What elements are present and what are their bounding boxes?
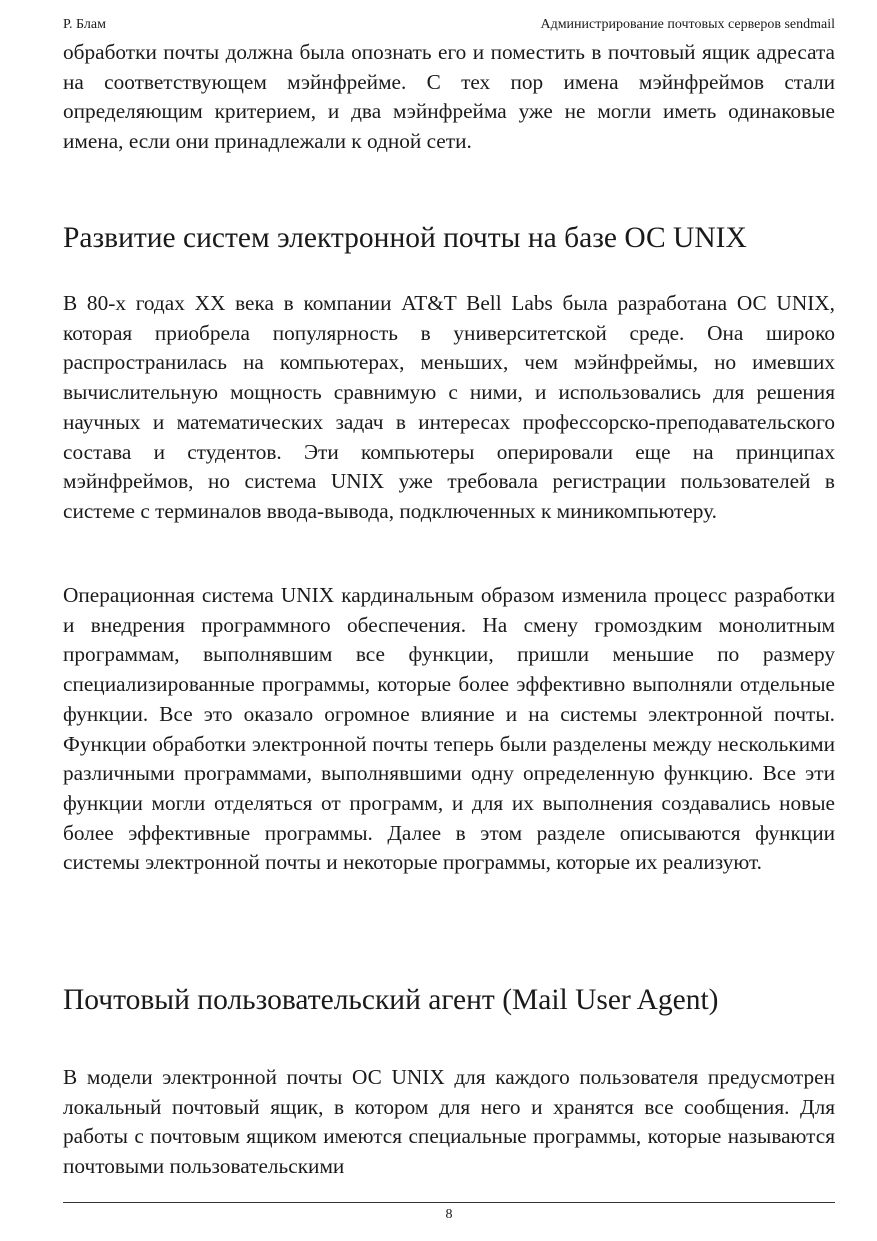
document-page [63, 0, 835, 1241]
section-heading-unix-mail: Развитие систем электронной почты на базе ОС UNIX [63, 222, 747, 254]
continuation-paragraph: обработки почты должна была опознать его и поместить в почтовый ящик адресата на соответствующем мэйнфрейме. С тех пор имена мэйнфреймов стали определяющим критерием, и два мэйнфрейма уже не могли иметь одинаковые имена, если они принадлежали к одной сети. [63, 40, 835, 154]
page-number: 8 [445, 1207, 453, 1222]
paragraph-mua-intro: В модели электронной почты ОС UNIX для каждого пользователя предусмотрен локальный почтовый ящик, в котором для него и хранятся все сообщения. Для работы с почтовым ящиком имеются специальные программы, которые называются почтовыми пользовательскими [63, 1065, 835, 1179]
header-book-title: Администрирование почтовых серверов sendmail [540, 17, 835, 32]
paragraph-unix-history: В 80-х годах XX века в компании AT&T Bell Labs была разработана ОС UNIX, которая приобрела популярность в университетской среде. Она широко распространилась на компьютерах, меньших, чем мэйнфреймы, но имевших вычислительную мощность сравнимую с ними, и использовались для решения научных и математических задач в интересах профессорско-преподавательского состава и студентов. Эти компьютеры оперировали еще на принципах мэйнфреймов, но система UNIX уже требовала регистрации пользователей в системе с терминалов ввода-вывода, подключенных к миникомпьютеру. [63, 291, 835, 523]
header-author: Р. Блам [63, 17, 106, 32]
footer-divider [63, 1202, 835, 1203]
paragraph-unix-software: Операционная система UNIX кардинальным образом изменила процесс разработки и внедрения программного обеспечения. На смену громоздким монолитным программам, выполнявшим все функции, пришли меньшие по размеру специализированные программы, которые более эффективно выполняли отдельные функции. Все это оказало огромное влияние и на системы электронной почты. Функции обработки электронной почты теперь были разделены между несколькими различными программами, выполнявшими одну определенную функцию. Все эти функции могли отделяться от программ, и для их выполнения создавались новые более эффективные программы. Далее в этом разделе описываются функции системы электронной почты и некоторые программы, которые их реализуют. [63, 583, 835, 875]
section-heading-mua: Почтовый пользовательский агент (Mail User Agent) [63, 984, 719, 1016]
running-header [63, 16, 835, 34]
